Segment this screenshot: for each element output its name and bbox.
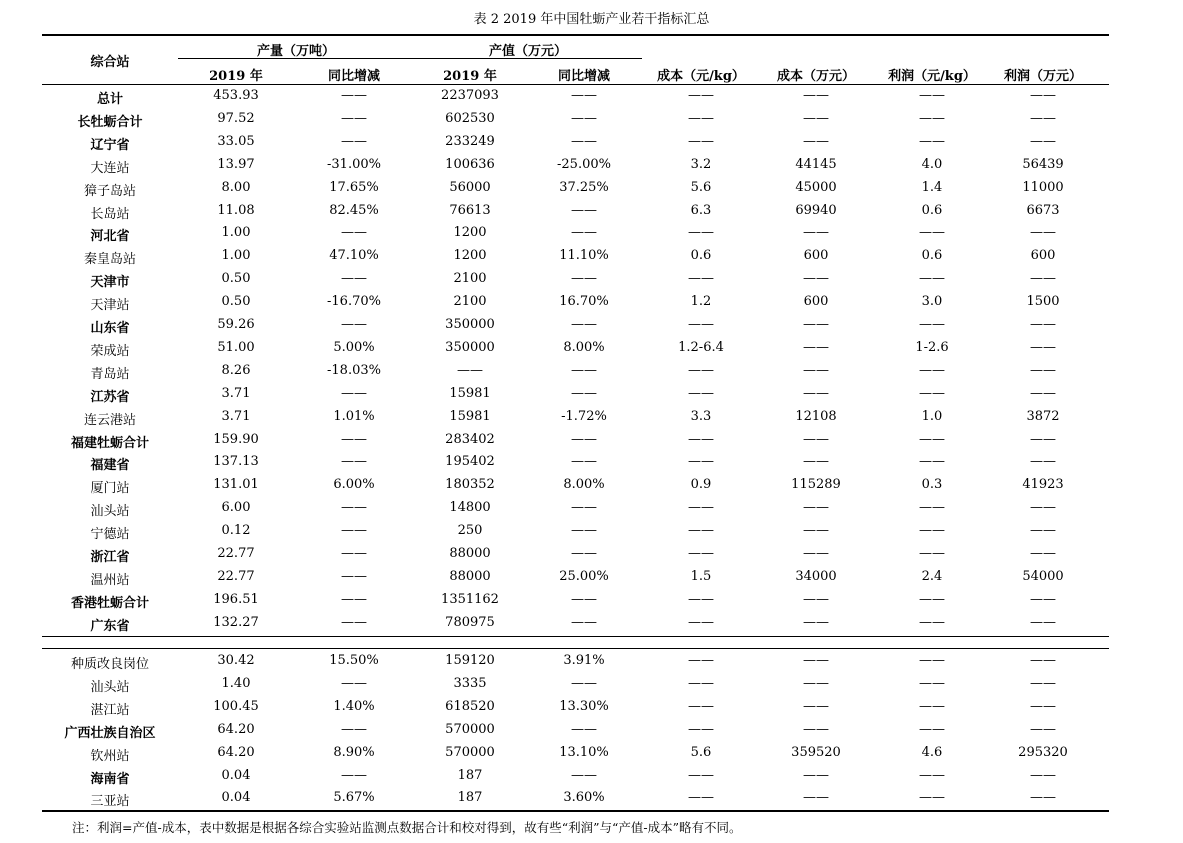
cell-output-2019: 13.97 — [217, 156, 255, 172]
cell-station: 长牡蛎合计 — [77, 114, 143, 130]
cell-value-2019: 3335 — [453, 675, 487, 691]
cell-cost-total: —— — [803, 271, 829, 287]
cell-output-yoy: —— — [341, 721, 367, 737]
cell-output-yoy: 17.65% — [329, 179, 379, 195]
cell-cost-total: —— — [803, 385, 829, 401]
cell-cost-per-kg: —— — [688, 653, 714, 668]
cell-cost-total: —— — [803, 614, 829, 630]
cell-value-yoy: 13.10% — [559, 744, 609, 760]
cell-output-yoy: —— — [341, 133, 367, 149]
cell-profit-total: —— — [1030, 546, 1056, 561]
cell-cost-per-kg: —— — [688, 614, 714, 630]
cell-value-yoy: —— — [571, 721, 597, 737]
cell-value-yoy: 16.70% — [559, 294, 609, 310]
cell-value-2019: 180352 — [445, 477, 495, 493]
cell-profit-per-kg: —— — [919, 523, 945, 539]
cell-cost-total: 34000 — [795, 568, 837, 584]
cell-value-yoy: —— — [571, 523, 597, 539]
cell-cost-per-kg: 1.2 — [690, 294, 712, 310]
cell-value-yoy: 11.10% — [559, 248, 609, 264]
cell-station: 湛江站 — [90, 702, 130, 718]
cell-output-2019: 6.00 — [221, 500, 251, 516]
cell-value-yoy: —— — [571, 431, 597, 447]
cell-value-yoy: —— — [571, 362, 597, 378]
cell-value-2019: 570000 — [445, 744, 495, 760]
header-profit-per-kg: 利润（元/kg） — [888, 69, 976, 84]
header-cost-per-kg: 成本（元/kg） — [657, 69, 745, 84]
cell-value-yoy: —— — [571, 317, 597, 332]
cell-output-yoy: —— — [341, 675, 367, 691]
cell-value-2019: 88000 — [449, 546, 491, 561]
cell-cost-per-kg: —— — [688, 110, 714, 126]
cell-cost-per-kg: —— — [688, 500, 714, 516]
cell-station: 大连站 — [90, 160, 130, 176]
cell-station: 江苏省 — [90, 389, 130, 405]
page-break-rule-top — [42, 636, 1109, 637]
cell-profit-per-kg: —— — [919, 790, 945, 806]
cell-cost-per-kg: —— — [688, 546, 714, 561]
cell-profit-total: 600 — [1030, 248, 1056, 264]
header-output-year: 2019 年 — [209, 69, 263, 84]
cell-cost-total: —— — [803, 454, 829, 470]
cell-value-yoy: 37.25% — [559, 179, 609, 195]
cell-cost-total: 359520 — [791, 744, 841, 760]
cell-cost-per-kg: 0.9 — [690, 477, 712, 493]
cell-value-2019: 780975 — [445, 614, 495, 630]
cell-cost-total: —— — [803, 133, 829, 149]
cell-value-2019: 14800 — [449, 500, 491, 516]
cell-profit-per-kg: —— — [919, 110, 945, 126]
cell-profit-total: —— — [1030, 698, 1056, 714]
cell-value-yoy: —— — [571, 500, 597, 516]
cell-output-2019: 0.04 — [221, 790, 251, 806]
cell-profit-total: —— — [1030, 614, 1056, 630]
cell-output-yoy: 47.10% — [329, 248, 379, 264]
cell-profit-per-kg: 1.0 — [921, 408, 943, 424]
cell-cost-per-kg: —— — [688, 454, 714, 470]
cell-output-yoy: —— — [341, 614, 367, 630]
cell-value-2019: 76613 — [449, 202, 491, 218]
cell-profit-total: —— — [1030, 767, 1056, 783]
header-station: 综合站 — [90, 55, 130, 70]
cell-station: 天津市 — [90, 275, 130, 291]
cell-profit-total: —— — [1030, 385, 1056, 401]
cell-output-yoy: 1.01% — [333, 408, 375, 424]
cell-cost-total: —— — [803, 523, 829, 539]
cell-cost-total: 45000 — [795, 179, 837, 195]
cell-value-2019: 15981 — [449, 385, 491, 401]
header-value-yoy: 同比增减 — [557, 69, 610, 84]
cell-cost-per-kg: 3.2 — [690, 156, 712, 172]
cell-profit-total: —— — [1030, 317, 1056, 332]
cell-value-yoy: —— — [571, 454, 597, 470]
cell-output-yoy: —— — [341, 568, 367, 584]
cell-value-2019: 250 — [457, 523, 483, 539]
cell-output-2019: 8.00 — [221, 179, 251, 195]
cell-cost-total: —— — [803, 431, 829, 447]
cell-cost-per-kg: 0.6 — [690, 248, 712, 264]
cell-cost-total: —— — [803, 317, 829, 332]
cell-station: 宁德站 — [90, 527, 130, 543]
cell-profit-per-kg: —— — [919, 362, 945, 378]
cell-value-2019: 1351162 — [441, 591, 499, 607]
cell-output-yoy: —— — [341, 225, 367, 241]
cell-profit-total: 11000 — [1022, 179, 1064, 195]
cell-profit-total: —— — [1030, 675, 1056, 691]
cell-station: 广东省 — [90, 618, 130, 634]
cell-profit-per-kg: 0.6 — [921, 202, 943, 218]
cell-cost-per-kg: —— — [688, 431, 714, 447]
cell-value-2019: 2237093 — [441, 88, 499, 103]
cell-value-yoy: -1.72% — [561, 408, 607, 424]
cell-profit-total: 6673 — [1026, 202, 1060, 218]
cell-value-yoy: —— — [571, 767, 597, 783]
cell-profit-per-kg: —— — [919, 225, 945, 241]
cell-station: 福建牡蛎合计 — [70, 435, 149, 451]
cell-profit-per-kg: 4.6 — [921, 744, 943, 760]
cell-output-2019: 137.13 — [213, 454, 259, 470]
cell-profit-per-kg: —— — [919, 431, 945, 447]
cell-output-2019: 100.45 — [213, 698, 259, 714]
cell-station: 海南省 — [90, 771, 130, 787]
cell-cost-per-kg: 5.6 — [690, 744, 712, 760]
top-rule — [42, 34, 1109, 36]
cell-profit-per-kg: 3.0 — [921, 294, 943, 310]
page-break-rule-bottom — [42, 648, 1109, 649]
cell-station: 河北省 — [90, 229, 130, 245]
cell-cost-per-kg: 3.3 — [690, 408, 712, 424]
cell-cost-per-kg: 1.2-6.4 — [678, 339, 724, 355]
cell-station: 獐子岛站 — [83, 183, 136, 199]
cell-cost-per-kg: —— — [688, 88, 714, 103]
cell-value-yoy: —— — [571, 591, 597, 607]
cell-value-2019: 195402 — [445, 454, 495, 470]
cell-value-yoy: —— — [571, 675, 597, 691]
cell-output-yoy: —— — [341, 767, 367, 783]
cell-station: 钦州站 — [90, 748, 130, 764]
table-caption: 表 2 2019 年中国牡蛎产业若干指标汇总 — [473, 12, 710, 27]
cell-cost-total: 115289 — [791, 477, 841, 493]
cell-profit-total: —— — [1030, 362, 1056, 378]
cell-profit-per-kg: —— — [919, 767, 945, 783]
cell-cost-total: —— — [803, 110, 829, 126]
cell-station: 种质改良岗位 — [70, 657, 149, 672]
header-output-yoy: 同比增减 — [327, 69, 380, 84]
cell-output-yoy: —— — [341, 317, 367, 332]
cell-value-2019: 88000 — [449, 568, 491, 584]
cell-output-2019: 196.51 — [213, 591, 259, 607]
cell-output-2019: 22.77 — [217, 568, 255, 584]
cell-output-yoy: —— — [341, 271, 367, 287]
cell-profit-total: 41923 — [1022, 477, 1064, 493]
cell-profit-per-kg: 1.4 — [921, 179, 943, 195]
cell-cost-per-kg: —— — [688, 362, 714, 378]
cell-profit-total: 3872 — [1026, 408, 1060, 424]
cell-cost-per-kg: —— — [688, 675, 714, 691]
cell-cost-total: —— — [803, 546, 829, 561]
cell-output-2019: 33.05 — [217, 133, 255, 149]
cell-output-yoy: 82.45% — [329, 202, 379, 218]
cell-value-yoy: 13.30% — [559, 698, 609, 714]
cell-cost-total: 600 — [803, 294, 829, 310]
cell-profit-total: —— — [1030, 790, 1056, 806]
cell-value-yoy: —— — [571, 271, 597, 287]
cell-value-yoy: 8.00% — [563, 339, 605, 355]
cell-station: 辽宁省 — [90, 137, 130, 153]
cell-output-2019: 1.00 — [221, 248, 251, 264]
cell-cost-total: 44145 — [795, 156, 837, 172]
header-profit-total: 利润（万元） — [1003, 69, 1082, 84]
cell-value-yoy: —— — [571, 88, 597, 103]
cell-value-2019: 2100 — [453, 271, 487, 287]
cell-value-2019: 2100 — [453, 294, 487, 310]
cell-output-yoy: 5.00% — [333, 339, 375, 355]
cell-cost-total: —— — [803, 88, 829, 103]
table-note: 注：利润=产值-成本，表中数据是根据各综合实验站监测点数据合计和校对得到，故有些“利润”与“产值-成本”略有不同。 — [72, 820, 742, 835]
cell-output-yoy: —— — [341, 385, 367, 401]
cell-output-2019: 97.52 — [217, 110, 255, 126]
cell-output-yoy: —— — [341, 431, 367, 447]
cell-profit-per-kg: 2.4 — [921, 568, 943, 584]
cell-value-yoy: —— — [571, 546, 597, 561]
cell-value-2019: 159120 — [445, 653, 495, 668]
cell-profit-per-kg: —— — [919, 385, 945, 401]
cell-value-2019: 15981 — [449, 408, 491, 424]
cell-cost-per-kg: —— — [688, 591, 714, 607]
cell-value-yoy: —— — [571, 385, 597, 401]
cell-cost-per-kg: —— — [688, 767, 714, 783]
header-output-group: 产量（万吨） — [256, 44, 335, 59]
cell-value-yoy: 25.00% — [559, 568, 609, 584]
cell-cost-per-kg: —— — [688, 133, 714, 149]
cell-profit-per-kg: 0.3 — [921, 477, 943, 493]
cell-cost-per-kg: —— — [688, 721, 714, 737]
cell-station: 三亚站 — [90, 794, 130, 810]
cell-cost-total: —— — [803, 362, 829, 378]
cell-station: 天津站 — [90, 298, 130, 314]
cell-cost-total: —— — [803, 500, 829, 516]
cell-station: 连云港站 — [83, 412, 136, 428]
cell-profit-total: —— — [1030, 591, 1056, 607]
cell-value-2019: 187 — [457, 790, 483, 806]
cell-station: 广西壮族自治区 — [64, 725, 156, 741]
cell-cost-total: —— — [803, 698, 829, 714]
cell-output-2019: 159.90 — [213, 431, 259, 447]
cell-output-2019: 1.00 — [221, 225, 251, 241]
cell-value-2019: 1200 — [453, 225, 487, 241]
cell-output-2019: 453.93 — [213, 88, 259, 103]
cell-value-2019: 350000 — [445, 339, 495, 355]
cell-value-2019: 283402 — [445, 431, 495, 447]
cell-output-yoy: -16.70% — [327, 294, 381, 310]
header-bottom-rule — [42, 84, 1109, 85]
cell-output-yoy: 6.00% — [333, 477, 375, 493]
cell-profit-per-kg: —— — [919, 653, 945, 668]
cell-profit-total: 54000 — [1022, 568, 1064, 584]
cell-value-yoy: —— — [571, 225, 597, 241]
cell-output-2019: 0.50 — [221, 294, 251, 310]
cell-value-yoy: 8.00% — [563, 477, 605, 493]
cell-output-yoy: —— — [341, 110, 367, 126]
cell-output-2019: 0.12 — [221, 523, 251, 539]
cell-value-yoy: —— — [571, 110, 597, 126]
cell-profit-per-kg: 0.6 — [921, 248, 943, 264]
cell-station: 香港牡蛎合计 — [70, 595, 149, 611]
cell-output-yoy: -31.00% — [327, 156, 381, 172]
cell-profit-per-kg: 1-2.6 — [915, 339, 949, 355]
cell-output-yoy: —— — [341, 454, 367, 470]
cell-station: 汕头站 — [90, 679, 130, 695]
cell-output-2019: 59.26 — [217, 317, 255, 332]
cell-profit-total: —— — [1030, 110, 1056, 126]
cell-cost-total: 69940 — [795, 202, 837, 218]
cell-output-2019: 64.20 — [217, 744, 255, 760]
cell-profit-per-kg: —— — [919, 591, 945, 607]
cell-station: 福建省 — [90, 458, 130, 474]
cell-cost-per-kg: —— — [688, 523, 714, 539]
cell-cost-per-kg: —— — [688, 317, 714, 332]
cell-profit-total: —— — [1030, 339, 1056, 355]
cell-cost-per-kg: —— — [688, 225, 714, 241]
cell-profit-total: 295320 — [1018, 744, 1068, 760]
cell-profit-per-kg: —— — [919, 698, 945, 714]
cell-profit-per-kg: —— — [919, 317, 945, 332]
cell-profit-per-kg: —— — [919, 88, 945, 103]
cell-value-2019: 602530 — [445, 110, 495, 126]
cell-cost-per-kg: —— — [688, 698, 714, 714]
cell-profit-total: —— — [1030, 133, 1056, 149]
cell-output-2019: 132.27 — [213, 614, 259, 630]
cell-output-2019: 131.01 — [213, 477, 259, 493]
cell-output-yoy: —— — [341, 546, 367, 561]
cell-station: 总计 — [96, 92, 123, 107]
cell-cost-per-kg: —— — [688, 385, 714, 401]
cell-station: 荣成站 — [90, 343, 130, 359]
cell-cost-total: —— — [803, 767, 829, 783]
cell-profit-per-kg: —— — [919, 675, 945, 691]
cell-output-yoy: -18.03% — [327, 362, 381, 378]
cell-profit-per-kg: —— — [919, 133, 945, 149]
cell-value-2019: 187 — [457, 767, 483, 783]
cell-cost-total: —— — [803, 675, 829, 691]
cell-output-yoy: —— — [341, 523, 367, 539]
cell-value-yoy: 3.91% — [563, 653, 605, 668]
header-value-group: 产值（万元） — [488, 44, 567, 59]
cell-output-2019: 64.20 — [217, 721, 255, 737]
cell-value-2019: 100636 — [445, 156, 495, 172]
cell-cost-per-kg: —— — [688, 790, 714, 806]
cell-output-2019: 51.00 — [217, 339, 255, 355]
cell-value-2019: 233249 — [445, 133, 495, 149]
cell-profit-per-kg: —— — [919, 500, 945, 516]
cell-value-yoy: —— — [571, 614, 597, 630]
cell-station: 厦门站 — [90, 481, 130, 497]
cell-output-yoy: —— — [341, 88, 367, 103]
cell-value-yoy: -25.00% — [557, 156, 611, 172]
cell-profit-total: —— — [1030, 500, 1056, 516]
cell-output-yoy: 1.40% — [333, 698, 375, 714]
cell-cost-total: —— — [803, 339, 829, 355]
cell-station: 温州站 — [90, 572, 130, 588]
cell-value-yoy: —— — [571, 202, 597, 218]
cell-output-2019: 0.50 — [221, 271, 251, 287]
cell-cost-total: —— — [803, 653, 829, 668]
bottom-rule — [42, 810, 1109, 812]
cell-profit-total: —— — [1030, 431, 1056, 447]
cell-value-yoy: —— — [571, 133, 597, 149]
cell-value-2019: —— — [457, 362, 483, 378]
cell-output-2019: 30.42 — [217, 653, 255, 668]
cell-output-2019: 1.40 — [221, 675, 251, 691]
cell-output-yoy: 15.50% — [329, 653, 379, 668]
cell-output-yoy: —— — [341, 591, 367, 607]
cell-output-yoy: 8.90% — [333, 744, 375, 760]
cell-cost-total: —— — [803, 225, 829, 241]
cell-profit-total: 1500 — [1026, 294, 1060, 310]
cell-value-yoy: 3.60% — [563, 790, 605, 806]
cell-profit-total: —— — [1030, 454, 1056, 470]
cell-profit-per-kg: —— — [919, 546, 945, 561]
cell-cost-total: 12108 — [795, 408, 837, 424]
cell-profit-per-kg: —— — [919, 454, 945, 470]
cell-profit-total: —— — [1030, 721, 1056, 737]
cell-profit-total: —— — [1030, 653, 1056, 668]
cell-value-2019: 618520 — [445, 698, 495, 714]
cell-station: 长岛站 — [90, 206, 130, 222]
cell-cost-per-kg: 5.6 — [690, 179, 712, 195]
cell-profit-total: —— — [1030, 88, 1056, 103]
cell-cost-per-kg: 1.5 — [690, 568, 712, 584]
cell-value-2019: 350000 — [445, 317, 495, 332]
cell-output-2019: 8.26 — [221, 362, 251, 378]
cell-output-yoy: 5.67% — [333, 790, 375, 806]
cell-output-2019: 3.71 — [221, 385, 251, 401]
cell-value-2019: 56000 — [449, 179, 491, 195]
cell-profit-total: 56439 — [1022, 156, 1064, 172]
cell-output-2019: 11.08 — [217, 202, 255, 218]
cell-station: 秦皇岛站 — [83, 252, 136, 268]
cell-profit-per-kg: —— — [919, 271, 945, 287]
cell-profit-per-kg: 4.0 — [921, 156, 943, 172]
cell-profit-per-kg: —— — [919, 614, 945, 630]
cell-output-2019: 0.04 — [221, 767, 251, 783]
cell-profit-per-kg: —— — [919, 721, 945, 737]
cell-station: 山东省 — [90, 321, 130, 336]
cell-value-2019: 1200 — [453, 248, 487, 264]
cell-cost-total: —— — [803, 790, 829, 806]
cell-output-yoy: —— — [341, 500, 367, 516]
cell-cost-total: —— — [803, 721, 829, 737]
cell-cost-per-kg: —— — [688, 271, 714, 287]
cell-output-2019: 3.71 — [221, 408, 251, 424]
cell-profit-total: —— — [1030, 225, 1056, 241]
cell-station: 浙江省 — [90, 550, 130, 565]
cell-cost-per-kg: 6.3 — [690, 202, 712, 218]
cell-profit-total: —— — [1030, 271, 1056, 287]
cell-cost-total: 600 — [803, 248, 829, 264]
cell-profit-total: —— — [1030, 523, 1056, 539]
header-value-year: 2019 年 — [443, 69, 497, 84]
header-cost-total: 成本（万元） — [776, 69, 855, 84]
cell-station: 青岛站 — [90, 366, 130, 382]
cell-value-2019: 570000 — [445, 721, 495, 737]
cell-cost-total: —— — [803, 591, 829, 607]
cell-station: 汕头站 — [90, 504, 130, 520]
cell-output-2019: 22.77 — [217, 546, 255, 561]
